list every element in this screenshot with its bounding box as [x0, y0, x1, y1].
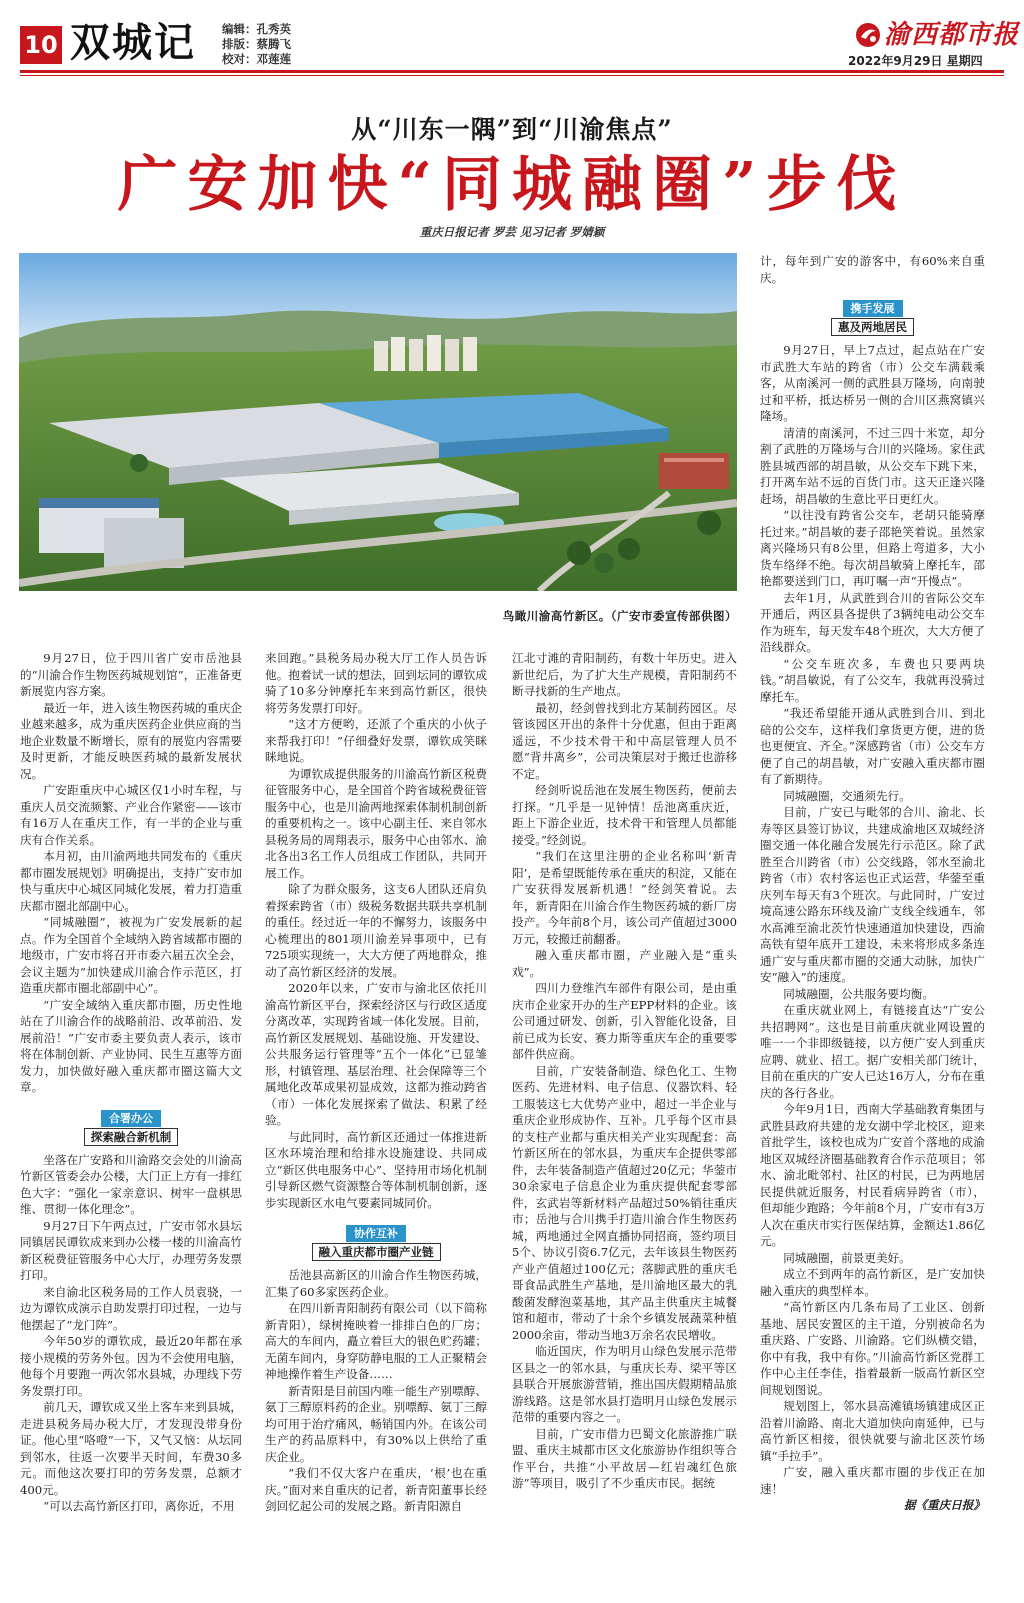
- paragraph: 来自渝北区税务局的工作人员袁骁，一边为谭钦成演示自助发票打印过程，一边与他摆起了“龙门阵”。: [20, 1284, 242, 1332]
- editor-credits: [222, 22, 291, 67]
- paragraph: 清清的南溪河，不过三四十米宽，却分割了武胜的万隆场与合川的兴隆场。家住武胜县城西部的胡昌敏，从公交车下跳下来，打开离车站不远的百货门市。这天正逢兴隆赶场，胡昌敏的生意比平日更红火。: [760, 425, 985, 506]
- paragraph: “我还希望能开通从武胜到合川、到北碚的公交车，这样我们拿货更方便，进的货也更便宜、齐全。”深感跨省（市）公交车方便了自己的胡昌敏，对广安融入重庆都市圈有了新期待。: [760, 706, 985, 786]
- paragraph: 规划图上，邻水县高滩镇场镇建成区正沿着川渝路、南北大道加快向南延伸，已与高竹新区相接，很快就要与渝北区茨竹场镇“手拉手”。: [760, 1399, 985, 1463]
- paragraph: 在四川新青阳制药有限公司（以下简称新青阳），绿树掩映着一排排白色的厂房；高大的车间内，矗立着巨大的银色贮药罐；无菌车间内，身穿防静电服的工人正聚精会神地操作着生产设备……: [265, 1301, 487, 1381]
- paragraph: 最近一年，进入该生物医药城的重庆企业越来越多，成为重庆医药企业供应商的当地企业数量不断增长，原有的展览内容需要及时更新，才能反映医药城的最新发展状况。: [20, 700, 242, 781]
- paragraph: 今年9月1日，西南大学基础教育集团与武胜县政府共建的龙女湖中学北校区，迎来首批学生，该校也成为广安首个落地的成渝地区双城经济圈基础教育合作示范项目；邻水、渝北毗邻村、社区的村民，已为两地居民提供就近服务，村民看病异跨省（市），但却能少跑路；今年前8个月，广安市有3万人次在重庆市实行医保结算，金额达1.86亿元。: [760, 1102, 985, 1248]
- paragraph: 目前，广安市借力巴蜀文化旅游推广联盟、重庆主城都市区文化旅游协作组织等合作平台，共推“小平故居—红岩魂红色旅游”等项目，吸引了不少重庆市民。据统: [512, 1426, 737, 1490]
- subheading-joint-development: [760, 300, 985, 336]
- paragraph: “我们不仅大客户在重庆，‘根’也在重庆。”面对来自重庆的记者，新青阳董事长经剑回忆起公司的发展之路。新青阳源自: [265, 1466, 487, 1513]
- paragraph: 成立不到两年的高竹新区，是广安加快融入重庆的典型样本。: [760, 1267, 985, 1298]
- subheading-tag: 合署办公: [101, 1110, 161, 1127]
- paragraph: 临近国庆，作为明月山绿色发展示范带区县之一的邻水县，与重庆长寿、梁平等区县联合开展旅游营销，推出国庆假期精品旅游线路。这是邻水县打造明月山绿色发展示范带的重要内容之一。: [512, 1344, 737, 1424]
- page-number-badge: 10: [20, 26, 62, 64]
- paragraph: 9月27日下午两点过，广安市邻水县坛同镇居民谭钦成来到办公楼一楼的川渝高竹新区税费征管服务中心大厅，办理劳务发票打印。: [20, 1218, 242, 1282]
- subheading-title: 融入重庆都市圈产业链: [312, 1243, 441, 1261]
- paragraph: “我们在这里注册的企业名称叫‘新青阳’，是希望既能传承在重庆的积淀，又能在广安获得发展新机遇！”经剑笑着说。去年，新青阳在川渝合作生物医药城的新厂房投产。今年前8个月，该公司产值超过3000万元，较搬迁前翻番。: [512, 849, 737, 946]
- paragraph: 广安，融入重庆都市圈的步伐正在加速！: [760, 1465, 985, 1496]
- paragraph: 同城融圈，交通须先行。: [783, 788, 911, 803]
- aerial-photo-illustration: [19, 253, 737, 591]
- paragraph: “这才方便哟，还派了个重庆的小伙子来帮我打印！”仔细叠好发票，谭钦成笑眯眯地说。: [265, 717, 487, 764]
- subheading-tag: 协作互补: [346, 1225, 406, 1242]
- paragraph: 为谭钦成提供服务的川渝高竹新区税费征管服务中心，是全国首个跨省域税费征管服务中心，也是川渝两地探索体制机制创新的重要机构之一。该中心副主任、来自邻水县税务局的周翔表示，服务中心由邻水、渝北各出3名工作人员组成工作团队，共同开展工作。: [265, 766, 487, 880]
- paragraph: 在重庆就业网上，有链接直达“广安公共招聘网”。这也是目前重庆就业网设置的唯一一个非即级链接，以方便广安人到重庆应聘、就业、招工。据广安相关部门统计，目前在重庆的广安人已达16万人，分布在重庆的各行各业。: [760, 1003, 985, 1100]
- subheading-tag: 携手发展: [843, 300, 903, 317]
- publication-date: 2022年9月29日 星期四: [848, 54, 983, 68]
- subheading-title: 惠及两地居民: [831, 318, 914, 336]
- paragraph: 坐落在广安路和川渝路交会处的川渝高竹新区管委会办公楼，大门正上方有一排红色大字：“强化一家亲意识、树牢一盘棋思维、贯彻一体化理念”。: [20, 1152, 242, 1216]
- paragraph: 前几天，谭钦成又坐上客车来到县城，走进县税务局办税大厅，才发现没带身份证。他心里“咯噔”一下，又气又恼：从坛同到邻水，往返一次要半天时间，车费30多元。而他这次要打印的劳务发票，总额才400元。: [20, 1400, 242, 1497]
- paragraph: 四川力登维汽车部件有限公司，是由重庆市企业家开办的生产EPP材料的企业。该公司通过研发、创新，引入智能化设备，目前已成为长安、赛力斯等重庆车企的重要零部件供应商。: [512, 981, 737, 1061]
- paragraph: “可以去高竹新区打印，离你近，不用: [43, 1499, 235, 1513]
- layout-line: 排版：蔡腾飞: [222, 37, 291, 51]
- paragraph: 来回跑。”县税务局办税大厅工作人员告诉他。抱着试一试的想法，回到坛同的谭钦成骑了10多分钟摩托车来到高竹新区，很快将劳务发票打印好。: [265, 651, 487, 715]
- paragraph: 目前，广安装备制造、绿色化工、生物医药、先进材料、电子信息、仪器饮料、轻工服装这七大优势产业中，超过一半企业与重庆企业形成协作、互补。几乎每个区市县的支柱产业都与重庆相关产业实现配套：高竹新区所在的邻水县，为重庆车企提供零部件，去年装备制造产值超过20亿元；华蓥市30余家电子信息企业为重庆提供配套零部件，玄武岩等新材料产品超过50%销往重庆市；岳池与合川携手打造川渝合作生物医药城，两地通过全网直播协同招商，签约项目5个、协议引资6.7亿元，去年该县生物医药产业产值超过100亿元；落脚武胜的重庆毛哥食品武胜生产基地，是川渝地区最大的乳酸菌发酵泡菜基地，其产品主供重庆主城餐馆和超市，带动了十余个乡镇发展蔬菜种植2000余亩，带动当地3万余名农民增收。: [512, 1063, 737, 1342]
- article-kicker: 从“川东一隅”到“川渝焦点”: [351, 115, 673, 144]
- header-divider-thin: [20, 75, 1004, 76]
- article-column-4: [760, 253, 985, 1593]
- article-column-2: [265, 650, 487, 1590]
- paragraph: 广安距重庆中心城区仅1小时车程，与重庆人员交流频繁、产业合作紧密——该市有16万人在重庆工作，有一半的企业与重庆有合作关系。: [20, 783, 242, 847]
- paragraph: 目前，广安已与毗邻的合川、渝北、长寿等区县签订协议，共建成渝地区双城经济圈交通一体化融合发展先行示范区。除了武胜至合川跨省（市）公交线路，邻水至渝北跨省（市）农村客运也正式运营，华蓥至重庆列车每天有3个班次。与此同时，广安过境高速公路东环线及渝广支线全线通车，邻水高滩至渝北茨竹快速通道加快建设，西渝高铁有望年底开工建设，未来将形成多条连通广安与重庆都市圈的交通大动脉，加快广安“融入”的速度。: [760, 805, 985, 984]
- paragraph: 经剑听说岳池在发展生物医药，便前去打探。“几乎是一见钟情！岳池离重庆近，距上下游企业近，技术骨干和管理人员都能接受。”经剑说。: [512, 783, 737, 847]
- paragraph: “同城融圈”，被视为广安发展新的起点。作为全国首个全域纳入跨省域都市圈的地级市，广安市将召开市委六届五次全会，会议主题为“加快建成川渝合作示范区，打造重庆都市圈北部副中心”。: [20, 915, 242, 995]
- aerial-photo: [19, 253, 737, 591]
- article-byline: 重庆日报记者 罗芸 见习记者 罗婧颖: [419, 225, 605, 239]
- paragraph: 同城融圈，前景更美好。: [783, 1250, 911, 1265]
- section-title: 双城记: [70, 19, 196, 66]
- paragraph: 9月27日，早上7点过，起点站在广安市武胜大车站的跨省（市）公交车满载乘客，从南溪河一侧的武胜县万隆场，向南驶过和平桥，抵达桥另一侧的合川区燕窝镇兴隆场。: [760, 343, 985, 423]
- paragraph: 除了为群众服务，这支6人团队还肩负着探索跨省（市）级税务数据共联共享机制的重任。经过近一年的不懈努力，该服务中心梳理出的801项川渝差异事项中，已有725项实现统一，大大方便了两地群众，推动了高竹新区经济的发展。: [265, 882, 487, 979]
- subheading-title: 探索融合新机制: [84, 1128, 179, 1146]
- article-source: 据《重庆日报》: [903, 1498, 985, 1512]
- article-column-1: [20, 650, 242, 1590]
- paragraph: 岳池县高新区的川渝合作生物医药城，汇集了60多家医药企业。: [265, 1268, 487, 1299]
- paragraph: 今年50岁的谭钦成，最近20年都在承接小规模的劳务外包。因为不会使用电脑，他每个月要跑一两次邻水县城，办理线下劳务发票打印。: [20, 1334, 242, 1398]
- newspaper-logo-icon: [855, 22, 881, 48]
- subheading-collaboration: [265, 1225, 487, 1261]
- header-divider: [20, 70, 1004, 73]
- proofread-line: 校对：邓莲莲: [222, 52, 291, 66]
- paragraph: 2020年以来，广安市与渝北区依托川渝高竹新区平台，探索经济区与行政区适度分离改革，实现跨省域一体化发展。目前，高竹新区发展规划、基础设施、开发建设、公共服务运行管理等“五个一体化”已显雏形，村镇管理、基层治理、社会保障等三个属地化改革成果初显成效，这都为推动跨省（市）一体化发展探索了做法、积累了经验。: [265, 981, 487, 1127]
- article-headline: 广安加快“同城融圈”步伐: [117, 150, 907, 220]
- paragraph: 去年1月，从武胜到合川的省际公交车开通后，两区县各提供了3辆纯电动公交车作为班车，每天发车48个班次，大大方便了沿线群众。: [760, 590, 985, 654]
- paragraph: “以往没有跨省公交车，老胡只能骑摩托过来。”胡昌敏的妻子邵艳笑着说。虽然家离兴隆场只有8公里，但路上弯道多，大小货车络绎不绝。每次胡昌敏骑上摩托车，邵艳都要送到门口，再叮嘱一声“开慢点”。: [760, 508, 985, 588]
- article-column-3: [512, 650, 737, 1590]
- paragraph: 与此同时，高竹新区还通过一体推进新区水环境治理和给排水设施建设、共同成立“新区供电服务中心”、坚持用市场化机制引导新区燃气资源整合等体制机制创新，逐步实现新区水电气要素同城同价。: [265, 1129, 487, 1210]
- paragraph: 本月初，由川渝两地共同发布的《重庆都市圈发展规划》明确提出，支持广安市加快与重庆中心城区同城化发展，着力打造重庆都市圈北部副中心。: [20, 849, 242, 913]
- editor-line: 编辑：孔秀英: [222, 22, 291, 36]
- paragraph: 融入重庆都市圈，产业融入是“重头戏”。: [512, 948, 737, 979]
- subheading-merged-office: [20, 1110, 242, 1146]
- paragraph: 新青阳是目前国内唯一能生产别嘌醇、氨丁三醇原料药的企业。别嘌醇、氨丁三醇均可用于治疗痛风，畅销国内外。在该公司生产的药品原料中，有30%以上供给了重庆企业。: [265, 1383, 487, 1464]
- paragraph: 同城融圈，公共服务要均衡。: [783, 986, 934, 1001]
- paper-name: 渝西都市报: [884, 20, 1020, 50]
- paragraph: 最初，经剑曾找到北方某制药园区。尽管该园区开出的条件十分优惠，但由于距离遥远，不少技术骨干和中高层管理人员不愿“背井离乡”，公司决策层对于搬迁也游移不定。: [512, 700, 737, 781]
- paragraph: 江北寸滩的青阳制药，有数十年历史。进入新世纪后，为了扩大生产规模，青阳制药不断寻找新的生产地点。: [512, 651, 737, 698]
- paragraph: 9月27日，位于四川省广安市岳池县的“川渝合作生物医药城规划馆”，正准备更新展览内容方案。: [20, 651, 242, 698]
- paragraph: “高竹新区内几条布局了工业区、创新基地、居民安置区的主干道，分别被命名为重庆路、广安路、川渝路。它们纵横交错，你中有我，我中有你。”川渝高竹新区党群工作中心主任李佳，指着最新一版高竹新区空间规划图说。: [760, 1300, 985, 1397]
- paragraph: “广安全域纳入重庆都市圈，历史性地站在了川渝合作的战略前沿、改革前沿、发展前沿！”广安市委主要负责人表示，该市将在体制创新、产业协同、民生互惠等方面发力，加快做好融入重庆都市圈这篇大文章。: [20, 997, 242, 1094]
- paragraph: 计，每年到广安的游客中，有60%来自重庆。: [760, 254, 985, 285]
- paragraph: “公交车班次多，车费也只要两块钱。”胡昌敏说，有了公交车，我就再没骑过摩托车。: [760, 656, 985, 704]
- photo-caption: 鸟瞰川渝高竹新区。（广安市委宣传部供图）: [502, 609, 737, 623]
